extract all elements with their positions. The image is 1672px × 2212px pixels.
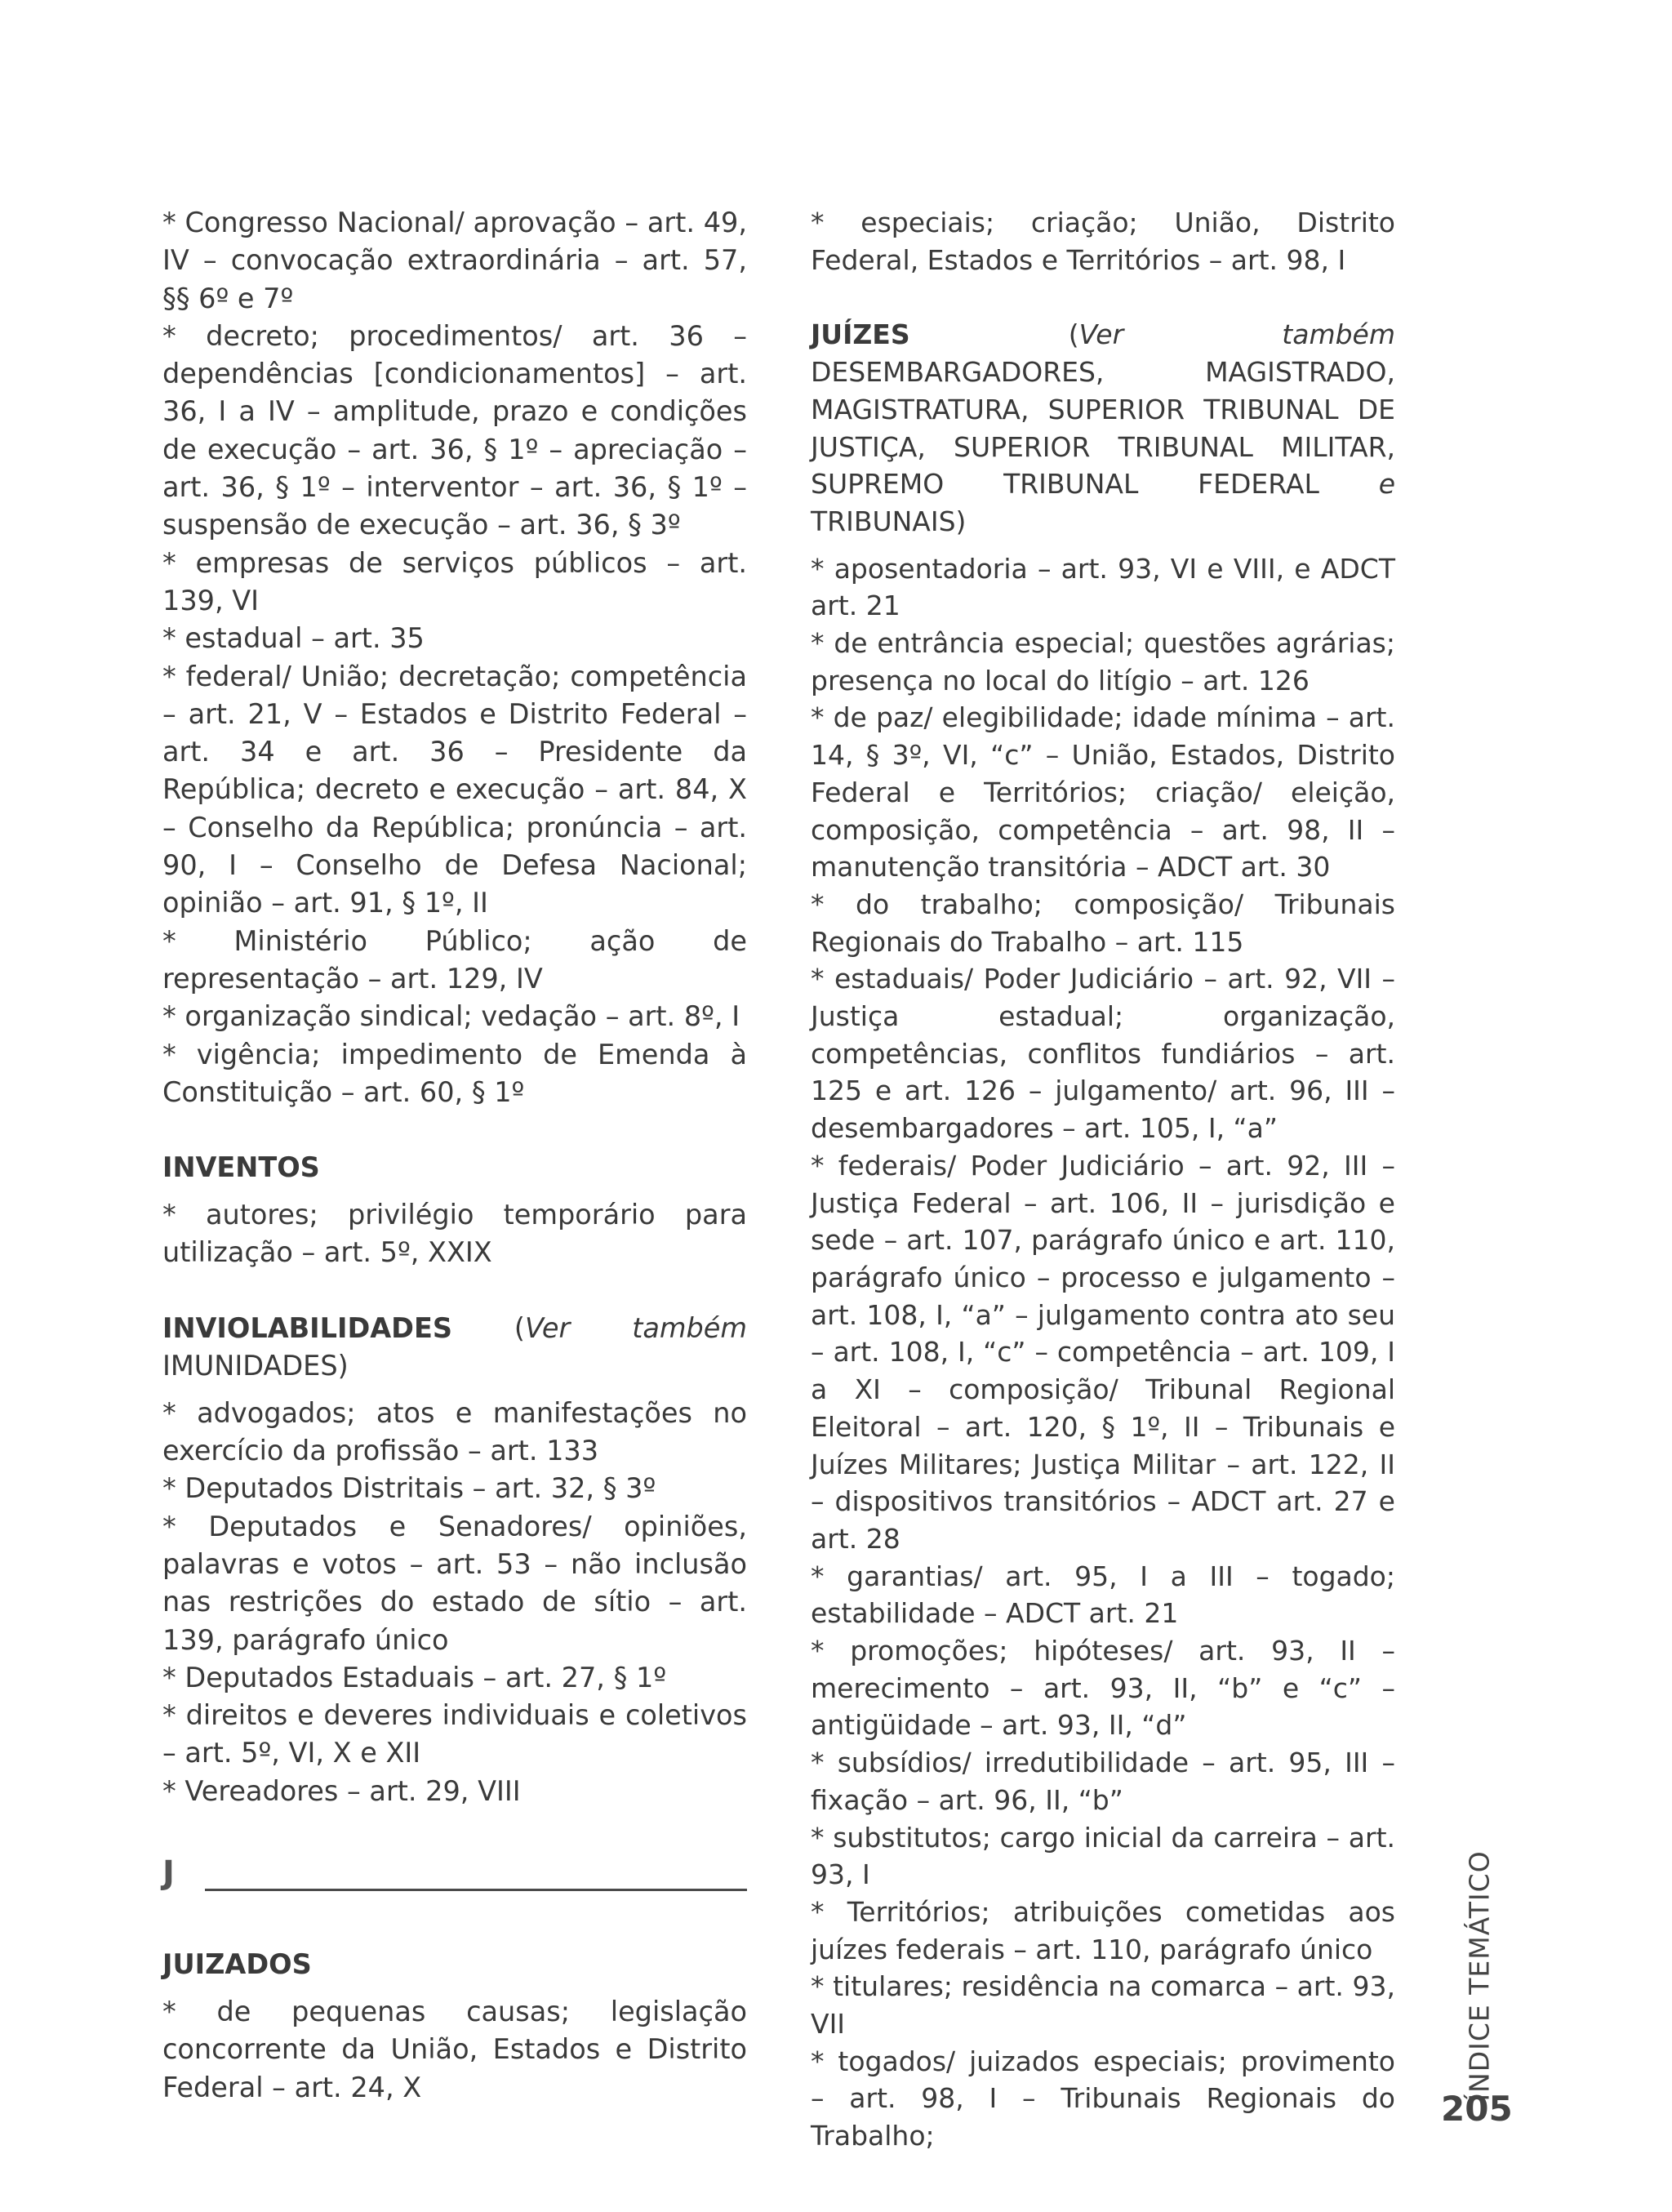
- index-entry: * vigência; impedimento de Emenda à Constituição – art. 60, § 1º: [162, 1038, 747, 1108]
- index-entry: * direitos e deveres individuais e coletivos – art. 5º, VI, X e XII: [162, 1699, 747, 1769]
- section-inventos: [162, 1149, 747, 1272]
- section-heading: [162, 1946, 747, 1983]
- index-entry: * autores; privilégio temporário para utilização – art. 5º, XXIX: [162, 1199, 747, 1269]
- index-entry: * de entrância especial; questões agrárias; presença no local do litígio – art. 126: [811, 627, 1395, 697]
- heading-title: INVIOLABILIDADES: [162, 1311, 453, 1344]
- index-entry: * Ministério Público; ação de representação – art. 129, IV: [162, 924, 747, 995]
- index-entry: * federais/ Poder Judiciário – art. 92, III – Justiça Federal – art. 106, II – jurisdição e sede – art. 107, parágrafo único e art. 110, parágrafo único – processo e julgamento – art. 108, I, “a” – julgamento contra ato seu – art. 108, I, “c” – competência – art. 109, I a XI – composição/ Tribunal Regional Eleitoral – art. 120, § 1º, II – Tribunais e Juízes Militares; Justiça Militar – art. 122, II – dispositivos transitórios – ADCT art. 27 e art. 28: [811, 1149, 1395, 1555]
- section-heading: [162, 1310, 747, 1385]
- see-also-refs: DESEMBARGADORES, MAGISTRADO, MAGISTRATURA, SUPERIOR TRIBUNAL DE JUSTIÇA, SUPERIOR TRIBUNAL MILITAR, SUPREMO TRIBUNAL FEDERAL: [811, 356, 1395, 501]
- index-entry: * decreto; procedimentos/ art. 36 – dependências [condicionamentos] – art. 36, I a IV – amplitude, prazo e condições de execução – art. 36, § 1º – apreciação – art. 36, § 1º – interventor – art. 36, § 1º – suspensão de execução – art. 36, § 3º: [162, 319, 747, 541]
- section-inviolabilidades: [162, 1310, 747, 1810]
- heading-title: JUÍZES: [811, 318, 910, 351]
- index-entry: * togados/ juizados especiais; provimento – art. 98, I – Tribunais Regionais do Trabalho;: [811, 2045, 1395, 2152]
- section-heading: [162, 1149, 747, 1186]
- index-entry: * Deputados e Senadores/ opiniões, palavras e votos – art. 53 – não inclusão nas restrições do estado de sítio – art. 139, parágrafo único: [162, 1510, 747, 1656]
- index-entry: * subsídios/ irredutibilidade – art. 95, III – fixação – art. 96, II, “b”: [811, 1747, 1395, 1816]
- index-entry: * organização sindical; vedação – art. 8º, I: [162, 1000, 740, 1033]
- index-entry: * empresas de serviços públicos – art. 139, VI: [162, 546, 747, 616]
- page-number: 205: [1441, 2089, 1513, 2129]
- index-entry: * substitutos; cargo inicial da carreira – art. 93, I: [811, 1821, 1395, 1891]
- see-also-open: (: [452, 1311, 525, 1344]
- section-juizados: [162, 1946, 747, 2107]
- index-entry: * advogados; atos e manifestações no exercício da profissão – art. 133: [162, 1396, 747, 1467]
- letter-divider: [162, 1843, 747, 1916]
- index-entry: * garantias/ art. 95, I a III – togado; estabilidade – ADCT art. 21: [811, 1560, 1395, 1630]
- section-juizes: [811, 316, 1395, 2154]
- section-intervencao-continued: [162, 204, 747, 1111]
- section-heading: [811, 316, 1395, 540]
- see-also-label: Ver também: [524, 1311, 747, 1344]
- index-entry: * estadual – art. 35: [162, 622, 425, 655]
- divider-rule: [205, 1889, 747, 1891]
- left-column: [162, 204, 747, 2107]
- index-entry: * titulares; residência na comarca – art. 93, VII: [811, 1970, 1395, 2041]
- side-section-label: ÍNDICE TEMÁTICO: [1463, 1850, 1496, 2102]
- index-entry: * de pequenas causas; legislação concorrente da União, Estados e Distrito Federal – art. 24, X: [162, 1995, 747, 2103]
- index-entry: * Territórios; atribuições cometidas aos juízes federais – art. 110, parágrafo único: [811, 1895, 1395, 1965]
- index-entry: * aposentadoria – art. 93, VI e VIII, e ADCT art. 21: [811, 552, 1395, 622]
- see-also-conjunction: e: [1378, 468, 1395, 501]
- section-juizados-continued: [811, 204, 1395, 278]
- see-also-label: Ver também: [1078, 318, 1395, 351]
- see-also-open: (: [909, 318, 1079, 351]
- index-entry: * promoções; hipóteses/ art. 93, II – merecimento – art. 93, II, “b” e “c” – antigüidade – art. 93, II, “d”: [811, 1635, 1395, 1742]
- right-column: [811, 204, 1395, 2155]
- index-entry: * Deputados Estaduais – art. 27, § 1º: [162, 1661, 667, 1693]
- index-entry: * de paz/ elegibilidade; idade mínima – art. 14, § 3º, VI, “c” – União, Estados, Distrito Federal e Territórios; criação/ eleição, composição, competência – art. 98, II – manutenção transitória – ADCT art. 30: [811, 701, 1395, 883]
- heading-title: INVENTOS: [162, 1151, 320, 1184]
- index-entry: * Vereadores – art. 29, VIII: [162, 1774, 521, 1807]
- index-entry: * estaduais/ Poder Judiciário – art. 92, VII – Justiça estadual; organização, competências, conflitos fundiários – art. 125 e art. 126 – julgamento/ art. 96, III – desembargadores – art. 105, I, “a”: [811, 963, 1395, 1145]
- index-entry: * Deputados Distritais – art. 32, § 3º: [162, 1472, 656, 1505]
- letter-heading: J: [162, 1854, 175, 1892]
- index-entry: * federal/ União; decretação; competência – art. 21, V – Estados e Distrito Federal – art. 34 e art. 36 – Presidente da República; decreto e execução – art. 84, X – Conselho da República; pronúncia – art. 90, I – Conselho de Defesa Nacional; opinião – art. 91, § 1º, II: [162, 660, 747, 919]
- see-also-end: TRIBUNAIS): [811, 505, 967, 537]
- index-entry: * especiais; criação; União, Distrito Federal, Estados e Territórios – art. 98, I: [811, 207, 1395, 276]
- index-entry: * Congresso Nacional/ aprovação – art. 49, IV – convocação extraordinária – art. 57, §§ 6º e 7º: [162, 207, 747, 314]
- heading-title: JUIZADOS: [162, 1947, 312, 1980]
- index-entry: * do trabalho; composição/ Tribunais Regionais do Trabalho – art. 115: [811, 888, 1395, 958]
- see-also-refs: IMUNIDADES): [162, 1349, 349, 1382]
